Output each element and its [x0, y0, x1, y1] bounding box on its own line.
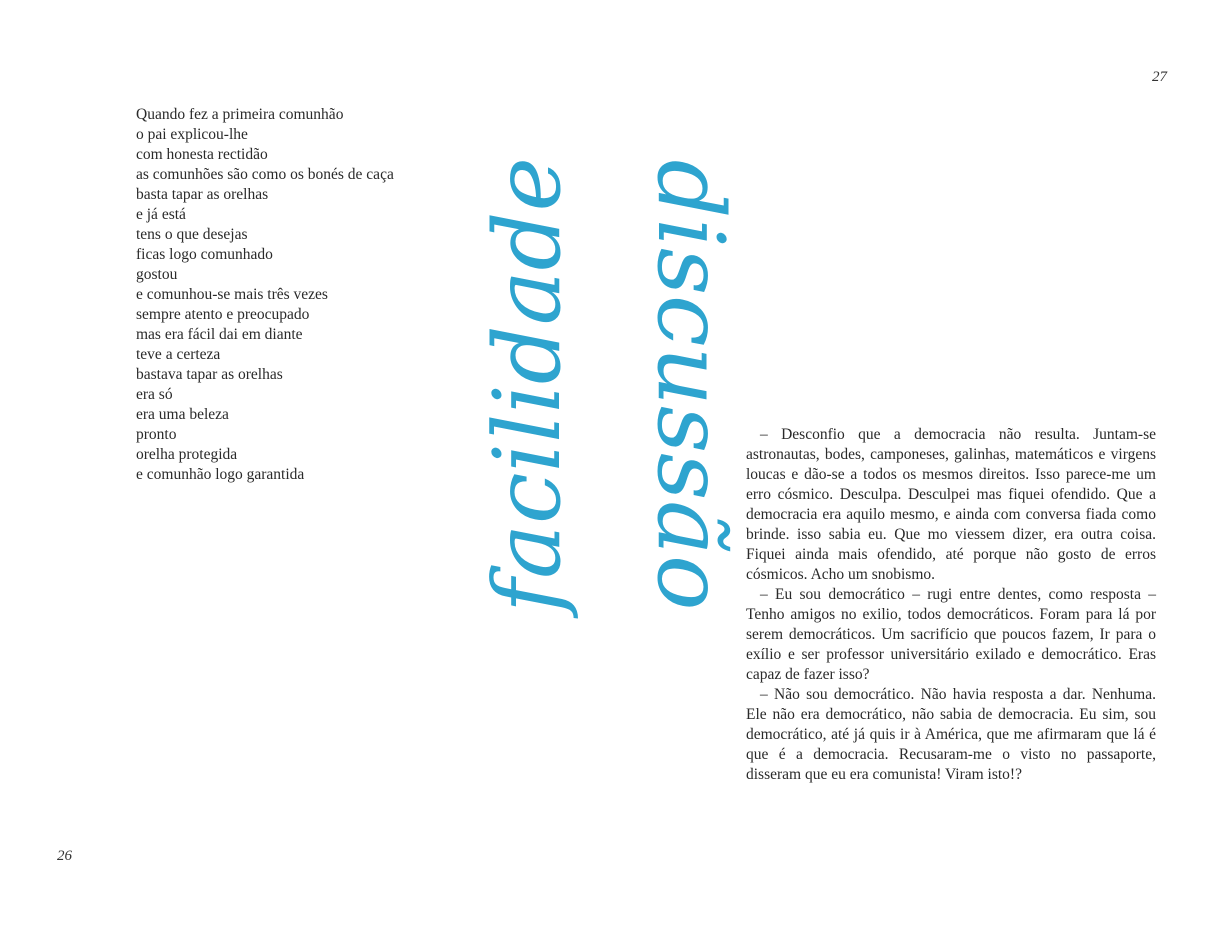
page-number-right: 27: [1152, 69, 1167, 85]
prose-paragraph: – Eu sou democrático – rugi entre dentes, como resposta – Tenho amigos no exilio, todos democráticos. Foram para lá por serem democráticos. Um sacrifício que poucos fazem, Ir para o exílio e ser professor universitário exilado e democrático. Eras capaz de fazer isso?: [746, 586, 1156, 683]
poem-line: teve a certeza: [136, 346, 221, 363]
prose-paragraph: – Desconfio que a democracia não resulta. Juntam-se astronautas, bodes, camponeses, galinhas, matemáticos e virgens loucas e dão-se a todos os mesmos direitos. Isso parece-me um erro cósmico. Desculpa. Desculpei mas fiquei ofendido. Que a democracia era aquilo mesmo, e ainda com conversa fiada como brinde. isso sabia eu. Que mo viessem dizer, era outra coisa. Fiquei ainda mais ofendido, até porque não gosto de erros cósmicos. Acho um snobismo.: [746, 426, 1156, 583]
poem-line: e já está: [136, 206, 186, 223]
title-facilidade: facilidade: [474, 157, 581, 613]
poem-line: com honesta rectidão: [136, 146, 268, 163]
poem: [136, 105, 456, 485]
poem-line: sempre atento e preocupado: [136, 306, 310, 323]
poem-line: o pai explicou-lhe: [136, 126, 248, 143]
poem-line: as comunhões são como os bonés de caça: [136, 166, 394, 183]
poem-line: basta tapar as orelhas: [136, 186, 269, 203]
poem-line: e comunhão logo garantida: [136, 466, 305, 483]
poem-line: pronto: [136, 426, 177, 443]
poem-line: Quando fez a primeira comunhão: [136, 106, 344, 123]
prose-text: [746, 425, 1156, 785]
poem-line: e comunhou-se mais três vezes: [136, 286, 328, 303]
poem-line: era uma beleza: [136, 406, 229, 423]
poem-line: era só: [136, 386, 173, 403]
poem-line: orelha protegida: [136, 446, 238, 463]
poem-line: mas era fácil dai em diante: [136, 326, 303, 343]
poem-line: bastava tapar as orelhas: [136, 366, 283, 383]
page-number-left: 26: [57, 848, 72, 864]
prose-paragraph: – Não sou democrático. Não havia resposta a dar. Nenhuma. Ele não era democrático, não sabia de democracia. Eu sim, sou democrático, até já quis ir à América, que me afirmaram que lá é que é a democracia. Recusaram-me o visto no passaporte, disseram que eu era comunista! Viram isto!?: [746, 686, 1156, 783]
poem-line: ficas logo comunhado: [136, 246, 273, 263]
poem-line: gostou: [136, 266, 178, 283]
title-discussao: discussão: [637, 159, 744, 611]
poem-line: tens o que desejas: [136, 226, 248, 243]
